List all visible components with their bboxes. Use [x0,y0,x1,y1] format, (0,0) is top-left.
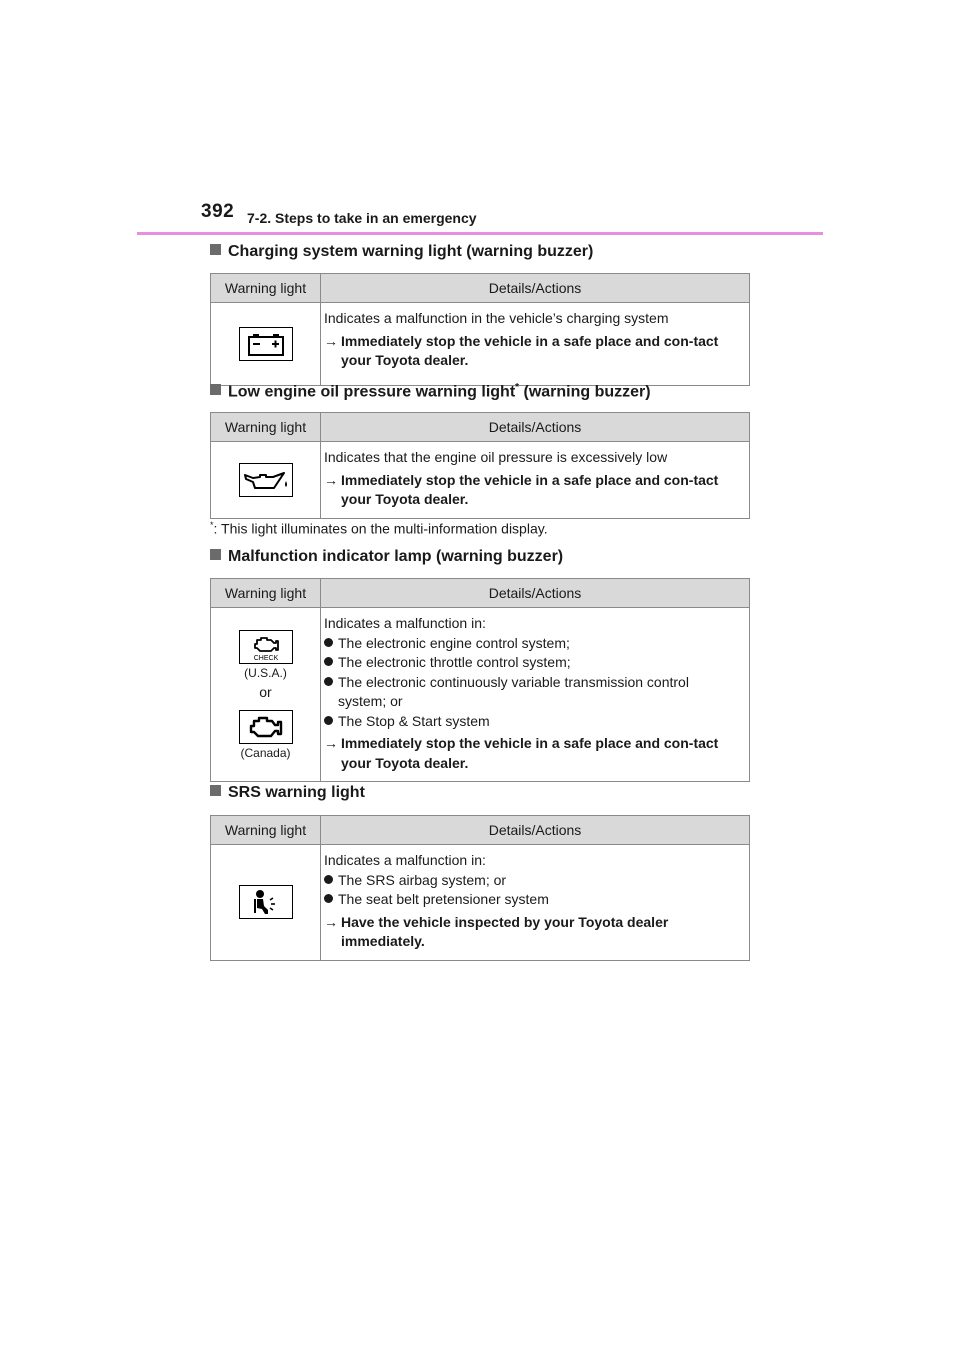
srs-heading [210,784,365,802]
col-warning-light: Warning light [211,579,321,608]
arrow-icon: → [324,735,338,751]
oil-can-icon [239,463,293,497]
col-details-actions: Details/Actions [321,413,750,442]
section-title: 7-2. Steps to take in an emergency [247,210,477,226]
bullet-dot-icon [324,677,333,686]
list-item: The Stop & Start system [324,712,745,732]
page-number: 392 [201,201,235,222]
bullet-dot-icon [324,894,333,903]
col-warning-light: Warning light [211,274,321,303]
charging-heading-text: Charging system warning light (warning buzzer) [228,243,594,260]
table-row [211,608,750,782]
bullet-dot-icon [324,638,333,647]
col-details-actions: Details/Actions [321,816,750,845]
details-cell [321,303,750,386]
footnote: *: This light illuminates on the multi-information display. [210,520,548,537]
col-warning-light: Warning light [211,413,321,442]
icon-cell [211,845,321,961]
arrow-icon: → [324,332,338,349]
airbag-icon [239,885,293,919]
oil-table [210,412,750,519]
table-header-row [211,816,750,845]
caption-usa: (U.S.A.) [244,665,287,680]
list-item-continuation: system; or [338,693,403,709]
list-item: The electronic continuously variable transmission control [324,673,745,693]
icon-cell [211,303,321,386]
table-header-row [211,274,750,303]
list-item: The electronic throttle control system; [324,653,745,673]
srs-intro: Indicates a malfunction in: [324,852,486,868]
icon-cell [211,442,321,519]
list-item: The SRS airbag system; or [324,871,745,891]
header-divider [137,232,823,235]
mil-action: → Immediately stop the vehicle in a safe place and con-tact your Toyota dealer. [324,735,719,771]
check-label: CHECK [253,654,278,662]
col-warning-light: Warning light [211,816,321,845]
charging-action: → Immediately stop the vehicle in a safe place and con-tact your Toyota dealer. [324,332,719,368]
mil-table [210,578,750,782]
check-engine-icon [239,630,293,664]
arrow-icon: → [324,913,338,930]
engine-icon [239,710,293,744]
caption-canada: (Canada) [240,745,291,760]
details-cell [321,608,750,782]
square-bullet-icon [210,785,221,796]
bullet-dot-icon [324,716,333,725]
or-text: or [259,683,272,700]
details-cell [321,442,750,519]
mil-heading-text: Malfunction indicator lamp (warning buzzer) [228,548,564,565]
table-header-row [211,413,750,442]
mil-heading [210,548,563,566]
table-row [211,845,750,961]
srs-heading-text: SRS warning light [228,784,365,801]
list-item: The seat belt pretensioner system [324,890,745,910]
srs-table [210,815,750,961]
footnote-mark: * [515,382,520,393]
icon-cell [211,608,321,782]
mil-intro: Indicates a malfunction in: [324,615,486,631]
oil-action: → Immediately stop the vehicle in a safe place and con-tact your Toyota dealer. [324,471,719,507]
table-row [211,303,750,386]
charging-table [210,273,750,386]
square-bullet-icon [210,549,221,560]
col-details-actions: Details/Actions [321,579,750,608]
table-row [211,442,750,519]
srs-action: → Have the vehicle inspected by your Toyota dealer immediately. [324,913,669,949]
oil-description: Indicates that the engine oil pressure is excessively low [324,449,668,465]
table-header-row [211,579,750,608]
battery-icon [239,327,293,361]
arrow-icon: → [324,471,338,488]
col-details-actions: Details/Actions [321,274,750,303]
square-bullet-icon [210,244,221,255]
list-item: The electronic engine control system; [324,634,745,654]
bullet-dot-icon [324,657,333,666]
details-cell [321,845,750,961]
square-bullet-icon [210,384,221,395]
bullet-dot-icon [324,875,333,884]
charging-heading [210,243,593,261]
charging-description: Indicates a malfunction in the vehicle’s charging system [324,310,669,326]
oil-heading: Low engine oil pressure warning light* (warning buzzer) [210,382,651,401]
